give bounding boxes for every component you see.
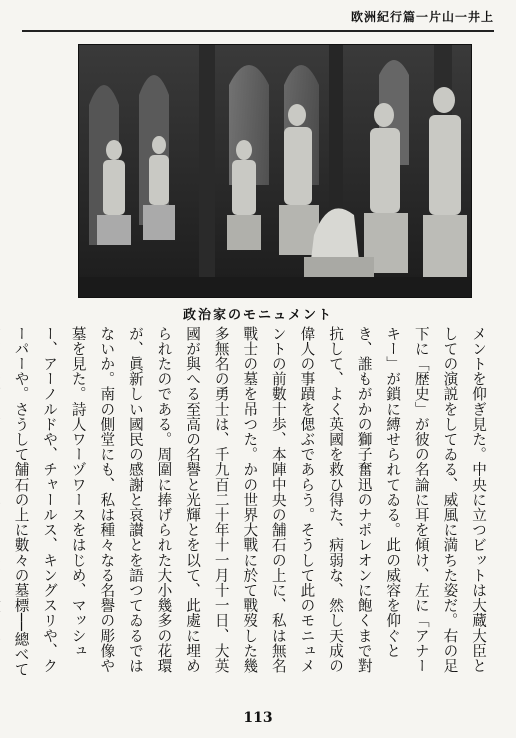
page-number: 113 bbox=[243, 710, 273, 726]
photo-caption: 政治家のモニュメント bbox=[182, 308, 333, 323]
header-rule bbox=[22, 30, 494, 32]
body-text bbox=[12, 326, 492, 688]
running-header-title: 欧洲紀行篇一片山一井上 bbox=[350, 10, 494, 24]
paragraph: メントを仰ぎ見た。中央に立つビットは大蔵大臣としての演説をしてゐる、威風に満ちた姿だ。右の足下に「歴史」が彼の名論に耳を傾け、左に「アナーキー」が鎖に縛せられてゐる。此の威容を仰ぐとき、誰もがかの獅子奮迅のナポレオンに飽くまで對抗して、よく英國を救ひ得た、病弱な、然し天成の偉人の事蹟を偲ぶであらう。そうして此のモニュメントの前數十歩、本陣中央の舗石の上に、私は無名戰士の墓を吊つた。かの世界大戰に於て戰歿した幾多無名の勇士は、千九百二十年十一月十一日、大英國が與へる至高の名譽と光輝とを以て、此處に埋められたのである。周圍に捧げられた大小幾多の花環が、眞新しい國民の感謝と哀讃とを語つてゐるではないか。南の側堂にも、私は種々なる名譽の彫像や墓を見た。詩人ワーヅワースをはじめ、マッシュー、アーノルドや、チャールス、キングスリや、クーパーや。さうして舗石の上に數々の墓標──總べて bbox=[12, 326, 487, 677]
running-header bbox=[22, 8, 494, 30]
monument-photo-drawing bbox=[79, 45, 471, 297]
monument-photo bbox=[78, 44, 472, 298]
